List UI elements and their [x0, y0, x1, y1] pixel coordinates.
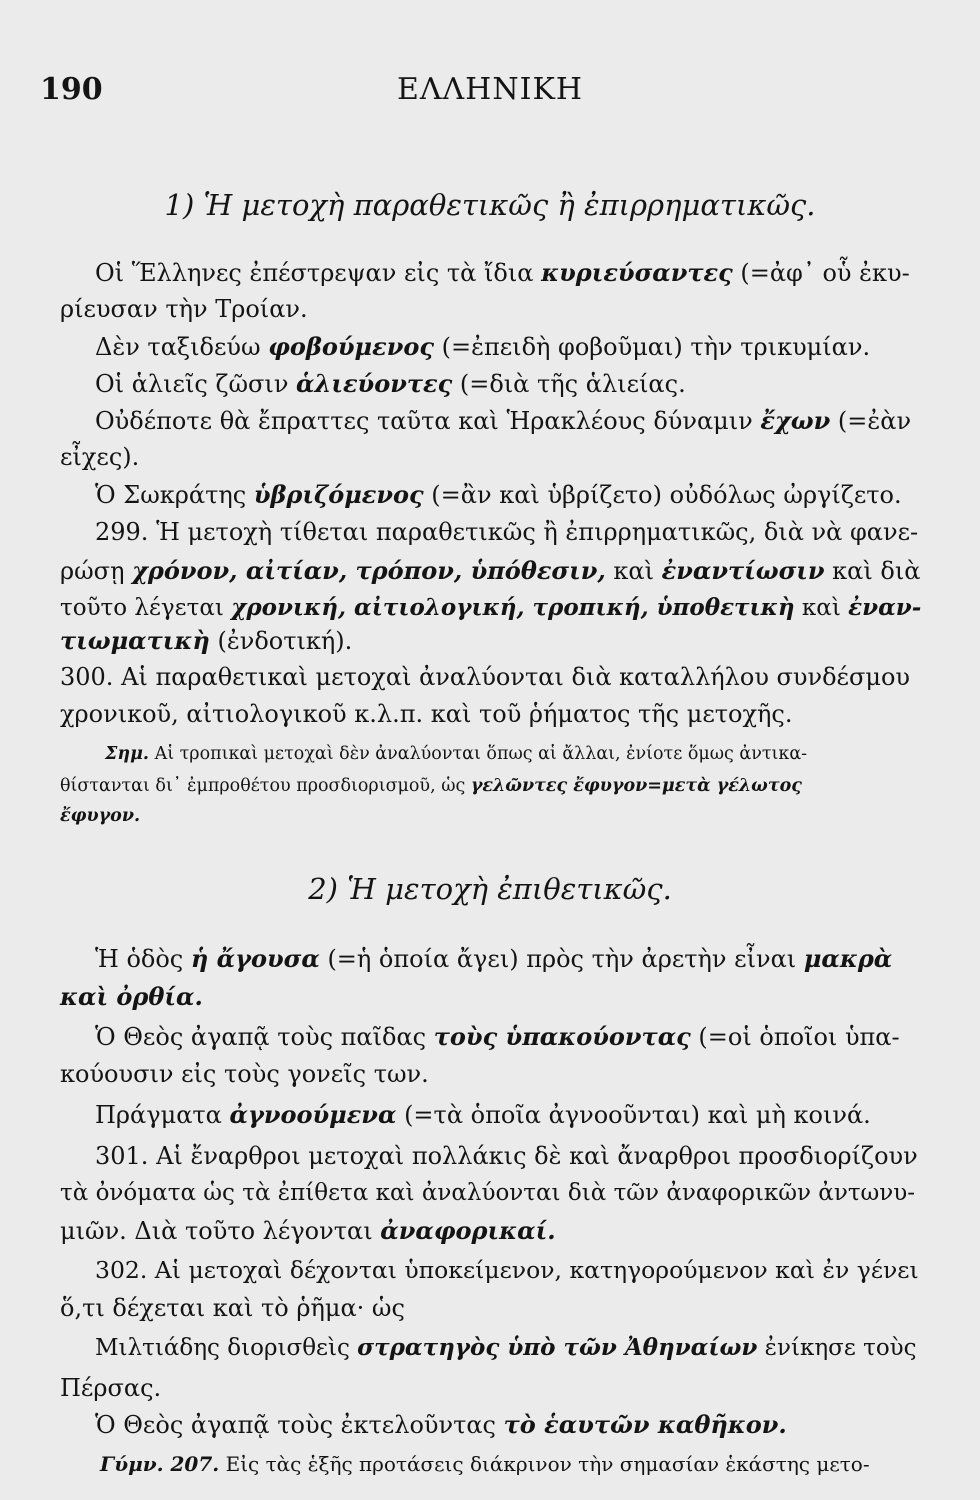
- text-line-17: Ἡ ὁδὸς ἡ ἄγουσα (=ἡ ὁποία ἄγει) πρὸς τὴν ἀρετὴν εἶναι μακρὰ: [95, 944, 893, 973]
- text-line-19: Ὁ Θεὸς ἀγαπᾷ τοὺς παῖδας τοὺς ὑπακούοντας (=οἱ ὁποῖοι ὑπα-: [95, 1022, 900, 1051]
- text-line-26: ὅ,τι δέχεται καὶ τὸ ῥῆμα· ὡς: [60, 1294, 405, 1322]
- section-heading-2: 2) Ἡ μετοχὴ ἐπιθετικῶς.: [308, 872, 672, 906]
- text-line-23: τὰ ὀνόματα ὡς τὰ ἐπίθετα καὶ ἀναλύονται διὰ τῶν ἀναφορικῶν ἀντωνυ-: [60, 1180, 916, 1206]
- note-line-1: Σημ. Αἱ τροπικαὶ μετοχαὶ δὲν ἀναλύονται ὅπως αἱ ἄλλαι, ἐνίοτε ὅμως ἀντικα-: [105, 744, 808, 764]
- text-line-25: 302. Αἱ μετοχαὶ δέχονται ὑποκείμενον, κατηγορούμενον καὶ ἐν γένει: [95, 1256, 919, 1284]
- text-line-28: Πέρσας.: [60, 1374, 162, 1402]
- text-line-18: καὶ ὀρθία.: [60, 982, 203, 1011]
- text-line-6: εἶχες).: [60, 443, 140, 471]
- text-line-12: 300. Αἱ παραθετικαὶ μετοχαὶ ἀναλύονται διὰ καταλλήλου συνδέσμου: [60, 663, 910, 691]
- text-line-4: Οἱ ἁλιεῖς ζῶσιν ἁλιεύοντες (=διὰ τῆς ἁλιείας.: [95, 369, 686, 398]
- text-line-9: ρώσῃ χρόνον, αἰτίαν, τρόπον, ὑπόθεσιν, καὶ ἐναντίωσιν καὶ διὰ: [60, 556, 921, 585]
- text-line-13: χρονικοῦ, αἰτιολογικοῦ κ.λ.π. καὶ τοῦ ῥήματος τῆς μετοχῆς.: [60, 700, 793, 728]
- text-line-27: Μιλτιάδης διορισθεὶς στρατηγὸς ὑπὸ τῶν Ἀθηναίων ἐνίκησε τοὺς: [95, 1334, 917, 1361]
- text-line-5: Οὐδέποτε θὰ ἔπραττες ταῦτα καὶ Ἡρακλέους δύναμιν ἔχων (=ἐὰν: [95, 406, 912, 435]
- text-line-21: Πράγματα ἀγνοούμενα (=τὰ ὁποῖα ἀγνοοῦνται) καὶ μὴ κοινά.: [95, 1100, 871, 1129]
- page-number: 190: [40, 72, 103, 107]
- section-heading-1: 1) Ἡ μετοχὴ παραθετικῶς ἢ ἐπιρρηματικῶς.: [164, 188, 816, 222]
- running-title: ΕΛΛΗΝΙΚΗ: [396, 72, 584, 107]
- text-line-29: Ὁ Θεὸς ἀγαπᾷ τοὺς ἐκτελοῦντας τὸ ἑαυτῶν καθῆκον.: [95, 1410, 787, 1439]
- text-line-3: Δὲν ταξιδεύω φοβούμενος (=ἐπειδὴ φοβοῦμαι) τὴν τρικυμίαν.: [95, 332, 871, 361]
- note-line-3: ἔφυγον.: [60, 806, 141, 826]
- exercise-line: Γύμν. 207. Εἰς τὰς ἑξῆς προτάσεις διάκρινον τὴν σημασίαν ἑκάστης μετο-: [100, 1452, 870, 1476]
- text-line-7: Ὁ Σωκράτης ὑβριζόμενος (=ἂν καὶ ὑβρίζετο) οὐδόλως ὠργίζετο.: [95, 480, 902, 509]
- text-line-24: μιῶν. Διὰ τοῦτο λέγονται ἀναφορικαί.: [60, 1216, 556, 1245]
- text-line-20: κούουσιν εἰς τοὺς γονεῖς των.: [60, 1060, 429, 1088]
- text-line-11: τιωματικὴ (ἐνδοτική).: [60, 626, 353, 655]
- text-line-2: ρίευσαν τὴν Τροίαν.: [60, 295, 308, 323]
- text-line-10: τοῦτο λέγεται χρονική, αἰτιολογική, τροπική, ὑποθετικὴ καὶ ἐναν-: [60, 594, 922, 621]
- note-line-2: θίστανται δι᾽ ἐμπροθέτου προσδιορισμοῦ, ὡς γελῶντες ἔφυγον=μετὰ γέλωτος: [60, 776, 802, 796]
- text-line-8: 299. Ἡ μετοχὴ τίθεται παραθετικῶς ἢ ἐπιρρηματικῶς, διὰ νὰ φανε-: [95, 518, 919, 546]
- text-line-1: Οἱ Ἕλληνες ἐπέστρεψαν εἰς τὰ ἴδια κυριεύσαντες (=ἀφ᾽ οὗ ἐκυ-: [95, 258, 910, 287]
- text-line-22: 301. Αἱ ἔναρθροι μετοχαὶ πολλάκις δὲ καὶ ἄναρθροι προσδιορίζουν: [95, 1142, 918, 1170]
